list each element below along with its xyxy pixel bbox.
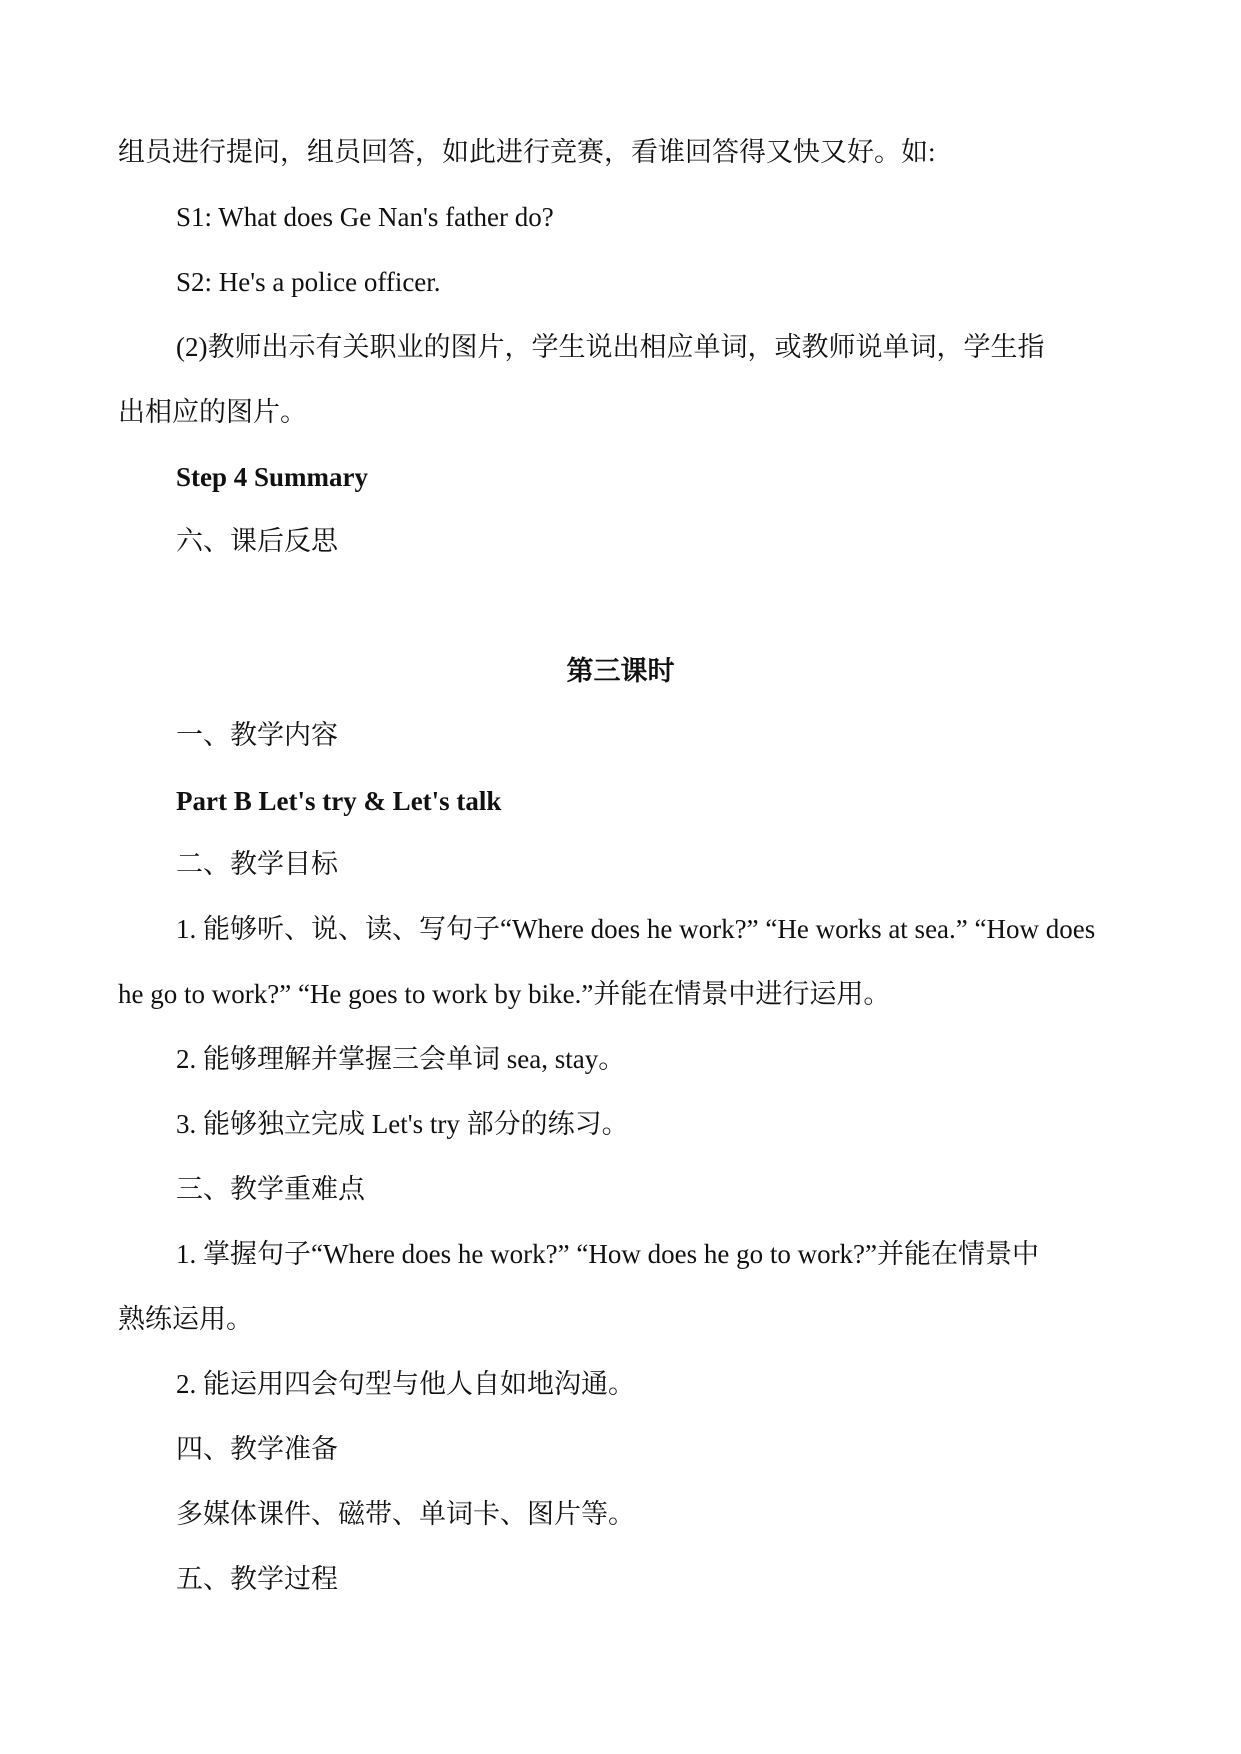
paragraph-continuation: 组员进行提问，组员回答，如此进行竞赛，看谁回答得又快又好。如:	[118, 137, 936, 167]
objective-1: 1. 能够听、说、读、写句子“Where does he work?” “He works at sea.” “How does	[176, 914, 1096, 944]
section-heading-content: 一、教学内容	[176, 720, 338, 750]
section-heading-reflection: 六、课后反思	[176, 526, 338, 556]
activity-paragraph-continuation: 出相应的图片。	[118, 397, 307, 427]
objective-3: 3. 能够独立完成 Let's try 部分的练习。	[176, 1109, 629, 1139]
dialogue-line-s1: S1: What does Ge Nan's father do?	[176, 202, 554, 232]
section-heading-procedure: 五、教学过程	[176, 1564, 338, 1594]
key-point-1-continuation: 熟练运用。	[118, 1304, 253, 1334]
section-heading-objectives: 二、教学目标	[176, 849, 338, 879]
section-heading-preparation: 四、教学准备	[176, 1434, 338, 1464]
objective-2: 2. 能够理解并掌握三会单词 sea, stay。	[176, 1044, 626, 1074]
content-title: Part B Let's try & Let's talk	[176, 786, 502, 816]
lesson-title: 第三课时	[566, 656, 675, 686]
step-heading: Step 4 Summary	[176, 462, 369, 492]
section-heading-key-points: 三、教学重难点	[176, 1174, 365, 1204]
preparation-materials: 多媒体课件、磁带、单词卡、图片等。	[176, 1499, 635, 1529]
objective-1-continuation: he go to work?” “He goes to work by bike.”并能在情景中进行运用。	[118, 979, 891, 1009]
key-point-2: 2. 能运用四会句型与他人自如地沟通。	[176, 1369, 635, 1399]
key-point-1: 1. 掌握句子“Where does he work?” “How does he go to work?”并能在情景中	[176, 1239, 1040, 1269]
dialogue-line-s2: S2: He's a police officer.	[176, 267, 441, 297]
activity-paragraph: (2)教师出示有关职业的图片，学生说出相应单词，或教师说单词，学生指	[176, 332, 1045, 362]
